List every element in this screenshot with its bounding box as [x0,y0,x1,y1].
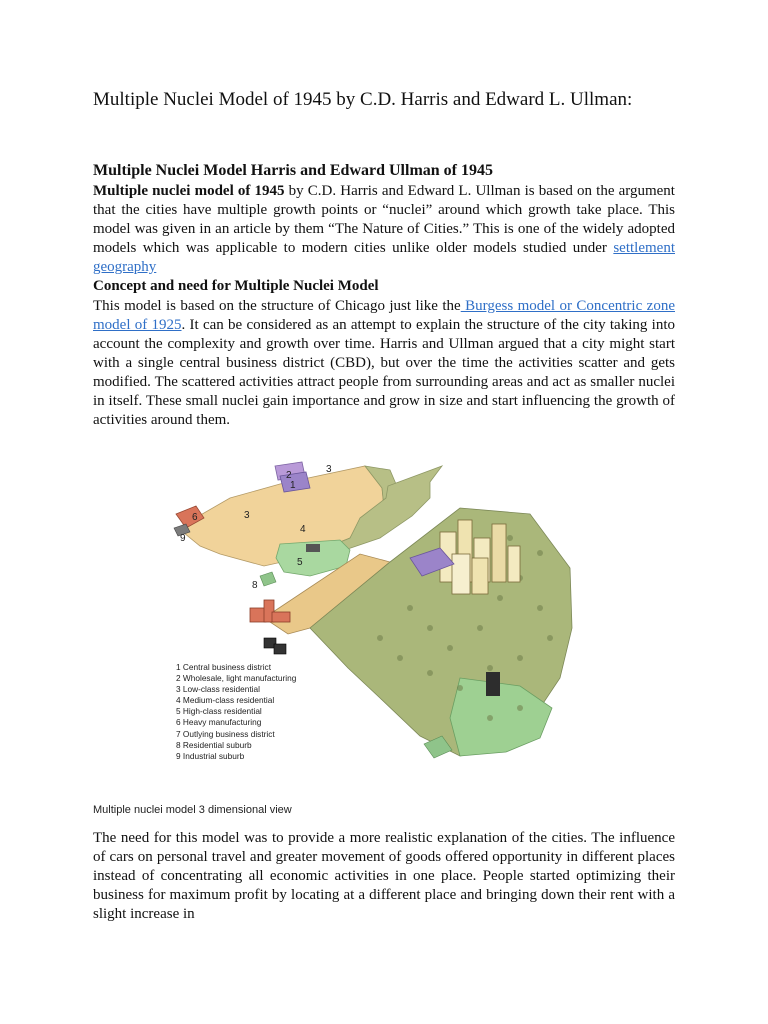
zone-label-3b: 3 [244,510,250,521]
legend-item: 6 Heavy manufacturing [176,717,262,728]
zone-8-residential-suburb [260,572,276,586]
zone-label-9: 9 [180,533,186,544]
legend-item: 8 Residential suburb [176,739,252,750]
concept-text-after: . It can be considered as an attempt to explain the structure of the city taking into account the complexity and growth over time. Harris and Ullman argued that a city might start with a single central business district (CBD), but over the time the activities scatter and gets modified. The scattered activities attract people from surrounding areas and act as smaller nuclei in itself. These small nuclei gain importance and grow in size and start influencing the growth of activities around them. [93,317,675,428]
zone-label-5: 5 [297,557,303,568]
figure-legend [176,662,296,762]
zone-label-1: 1 [290,480,296,491]
settlement-geography-link[interactable]: settlement geography [93,240,675,275]
document-title: Multiple Nuclei Model of 1945 by C.D. Harris and Edward L. Ullman: [93,89,633,110]
burgess-model-link[interactable]: Burgess model or Concentric zone model of 1925 [93,298,675,333]
legend-item: 7 Outlying business district [176,728,275,739]
concept-heading: Concept and need for Multiple Nuclei Model [93,278,379,294]
legend-item: 5 High-class residential [176,706,262,717]
concept-paragraph [93,297,675,430]
industrial-suburb-buildings [264,638,286,654]
zone-label-8: 8 [252,580,258,591]
outlying-business-building [486,672,500,696]
zone-7-outlying-business [306,544,320,552]
section-heading: Multiple Nuclei Model Harris and Edward Ullman of 1945 [93,162,493,179]
legend-item: 3 Low-class residential [176,684,260,695]
zone-label-4: 4 [300,524,306,535]
legend-item: 2 Wholesale, light manufacturing [176,673,297,684]
zone-label-3a: 3 [326,464,332,475]
legend-item: 4 Medium-class residential [176,695,275,706]
legend-item: 1 Central business district [176,662,271,672]
intro-bold-lead: Multiple nuclei model of 1945 [93,183,285,199]
figure-caption: Multiple nuclei model 3 dimensional view [93,804,292,816]
zone-label-6: 6 [192,512,198,523]
intro-paragraph [93,182,675,277]
legend-item: 9 Industrial suburb [176,750,245,761]
concept-text-before: This model is based on the structure of Chicago just like the [93,298,461,314]
need-paragraph: The need for this model was to provide a more realistic explanation of the cities. The influence of cars on personal travel and greater movement of goods offered opportunity in different places instead of concentrating all economic activities in one place. People started optimizing their business for maximum profit by locating at a different place and bringing down their rent with a slight increase in [93,830,675,922]
intro-text: by C.D. Harris and Edward L. Ullman is based on the argument that the cities have multiple growth points or “nuclei” around which growth take place. This model was given in an article by them “The Nature of Cities.” This is one of the widely adopted models which was applicable to modern cities unlike older models studied under [93,183,675,256]
zone-label-2: 2 [286,470,292,481]
